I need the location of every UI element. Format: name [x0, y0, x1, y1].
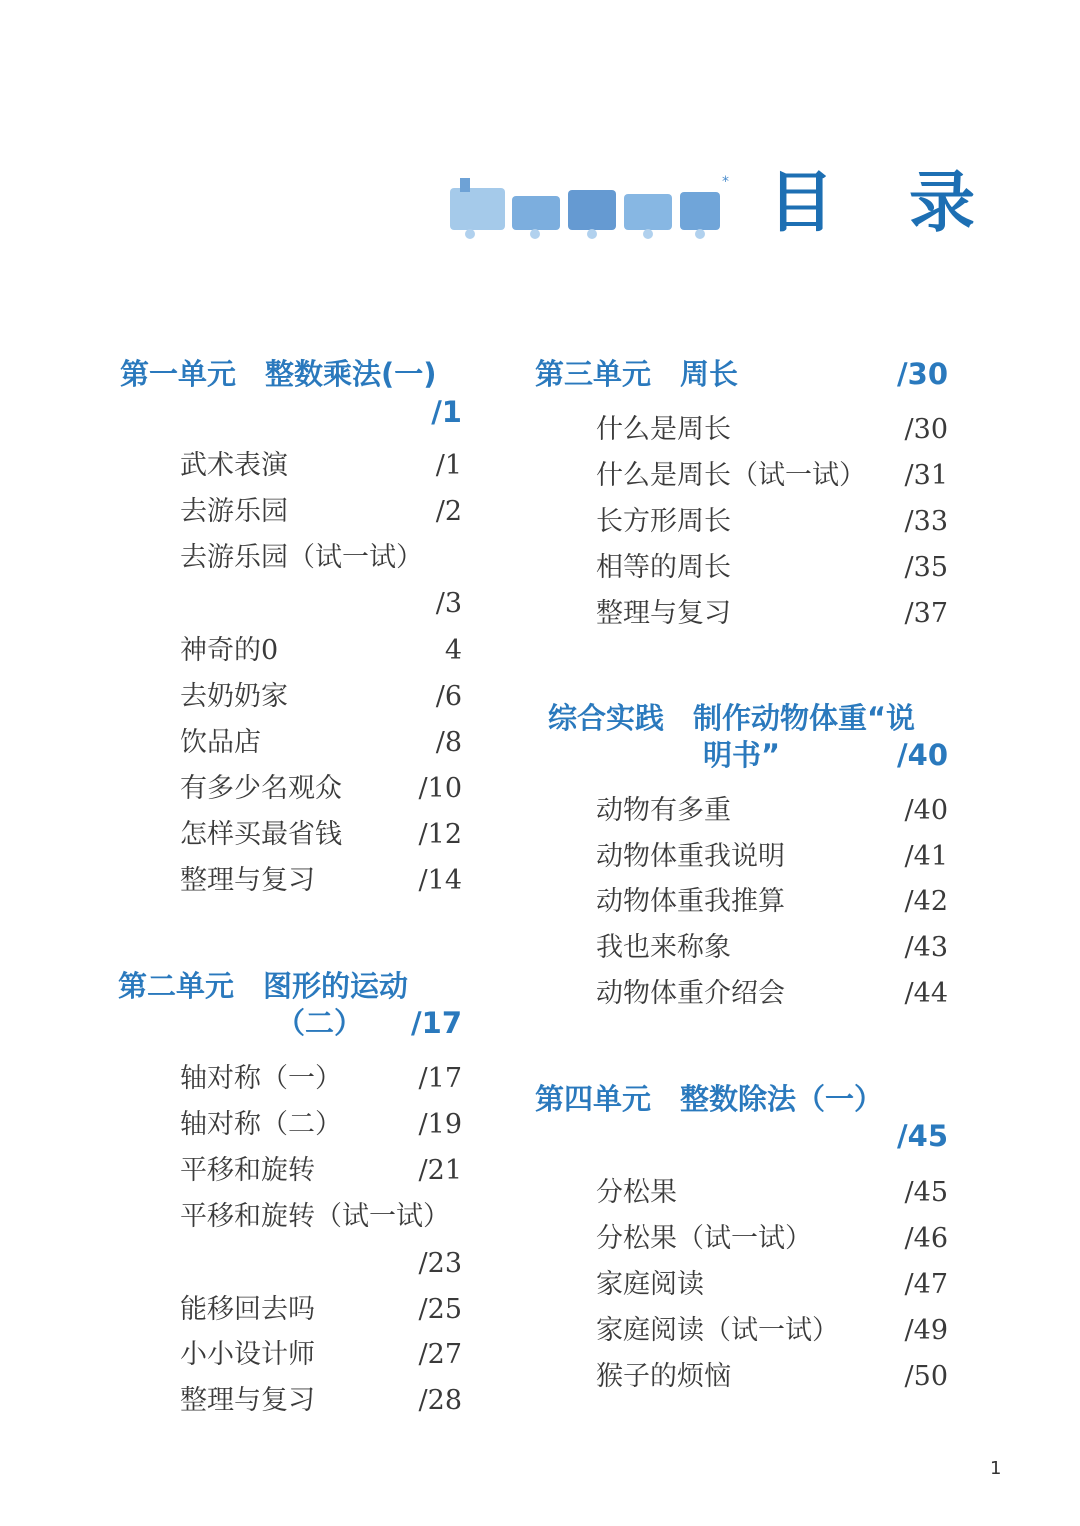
toc-item[interactable]: 我也来称象: [596, 932, 731, 963]
toc-item[interactable]: 家庭阅读: [596, 1269, 704, 1300]
toc-item[interactable]: 有多少名观众: [180, 773, 342, 804]
toc-item[interactable]: 什么是周长（试一试）: [596, 460, 866, 491]
toc-item-page: /33: [904, 506, 948, 537]
toc-item[interactable]: 整理与复习: [180, 1385, 315, 1416]
toc-item[interactable]: 饮品店: [180, 727, 261, 758]
toc-item[interactable]: 轴对称（一）: [180, 1063, 342, 1094]
toc-item-page: /23: [418, 1248, 462, 1279]
toc-item[interactable]: 什么是周长: [596, 414, 731, 445]
toc-item[interactable]: 整理与复习: [180, 865, 315, 896]
svg-text:*: *: [722, 174, 729, 190]
practice-heading-cont: 明书”: [703, 738, 781, 772]
toc-item[interactable]: 家庭阅读（试一试）: [596, 1315, 839, 1346]
toc-item-page: /2: [435, 496, 462, 527]
toc-item[interactable]: 相等的周长: [596, 552, 731, 583]
toc-item-page: /12: [418, 819, 462, 850]
unit-page-1: /1: [431, 395, 462, 429]
page-title: 目 录: [768, 164, 1001, 241]
toc-item[interactable]: 分松果（试一试）: [596, 1223, 812, 1254]
toc-item-page: /14: [418, 865, 462, 896]
unit-heading-4[interactable]: 第四单元 整数除法（一）: [535, 1082, 884, 1116]
toc-item-page: /37: [904, 598, 948, 629]
toc-item-page: /45: [904, 1177, 948, 1208]
toc-item-page: /44: [904, 978, 948, 1009]
toc-item[interactable]: 武术表演: [180, 450, 288, 481]
toc-item[interactable]: 动物有多重: [596, 795, 731, 826]
unit-heading-1[interactable]: 第一单元 整数乘法(一): [120, 357, 437, 391]
toc-item-page: /10: [418, 773, 462, 804]
toc-item-page: /6: [435, 681, 462, 712]
toc-item-page: /1: [435, 450, 462, 481]
toc-item[interactable]: 猴子的烦恼: [596, 1361, 731, 1392]
toc-item-page: /35: [904, 552, 948, 583]
toc-item[interactable]: 能移回去吗: [180, 1294, 315, 1325]
toc-item-page: /8: [435, 727, 462, 758]
toc-item-page: /50: [904, 1361, 948, 1392]
toc-item-page: /40: [904, 795, 948, 826]
toc-item-page: /42: [904, 886, 948, 917]
unit-page-3: /30: [897, 357, 948, 391]
toc-item-page: /49: [904, 1315, 948, 1346]
toc-item[interactable]: 整理与复习: [596, 598, 731, 629]
toc-item-page: /28: [418, 1385, 462, 1416]
unit-page-4: /45: [897, 1119, 948, 1153]
unit-heading-3[interactable]: 第三单元 周长: [535, 357, 739, 391]
toc-item[interactable]: 轴对称（二）: [180, 1109, 342, 1140]
toc-item-page: /19: [418, 1109, 462, 1140]
unit-heading-2[interactable]: 第二单元 图形的运动: [118, 969, 409, 1003]
toc-item[interactable]: 去奶奶家: [180, 681, 288, 712]
toc-item-page: /47: [904, 1269, 948, 1300]
toc-item[interactable]: 去游乐园（试一试）: [180, 542, 423, 573]
toc-item[interactable]: 小小设计师: [180, 1339, 315, 1370]
toc-item[interactable]: 动物体重介绍会: [596, 978, 785, 1009]
train-illustration-icon: [440, 168, 740, 248]
practice-heading[interactable]: 综合实践 制作动物体重“说: [548, 701, 916, 735]
toc-item-page: /30: [904, 414, 948, 445]
toc-item[interactable]: 分松果: [596, 1177, 677, 1208]
toc-item[interactable]: 神奇的0: [180, 635, 279, 666]
toc-item[interactable]: 动物体重我推算: [596, 886, 785, 917]
unit-page-2: /17: [411, 1006, 462, 1040]
toc-item-page: /3: [435, 588, 462, 619]
toc-item[interactable]: 怎样买最省钱: [180, 819, 342, 850]
toc-item-page: /17: [418, 1063, 462, 1094]
toc-item-page: /27: [418, 1339, 462, 1370]
toc-item-page: /41: [904, 841, 948, 872]
toc-item-page: 4: [444, 635, 462, 666]
toc-item-page: /31: [904, 460, 948, 491]
toc-item[interactable]: 平移和旋转（试一试）: [180, 1201, 450, 1232]
toc-item-page: /43: [904, 932, 948, 963]
toc-item-page: /46: [904, 1223, 948, 1254]
toc-item[interactable]: 动物体重我说明: [596, 841, 785, 872]
toc-item[interactable]: 长方形周长: [596, 506, 731, 537]
toc-item-page: /25: [418, 1294, 462, 1325]
unit-heading-2-cont: （二）: [276, 1006, 364, 1040]
practice-page: /40: [897, 738, 948, 772]
toc-item[interactable]: 平移和旋转: [180, 1155, 315, 1186]
toc-item-page: /21: [418, 1155, 462, 1186]
page-number: 1: [990, 1458, 1002, 1479]
toc-item[interactable]: 去游乐园: [180, 496, 288, 527]
